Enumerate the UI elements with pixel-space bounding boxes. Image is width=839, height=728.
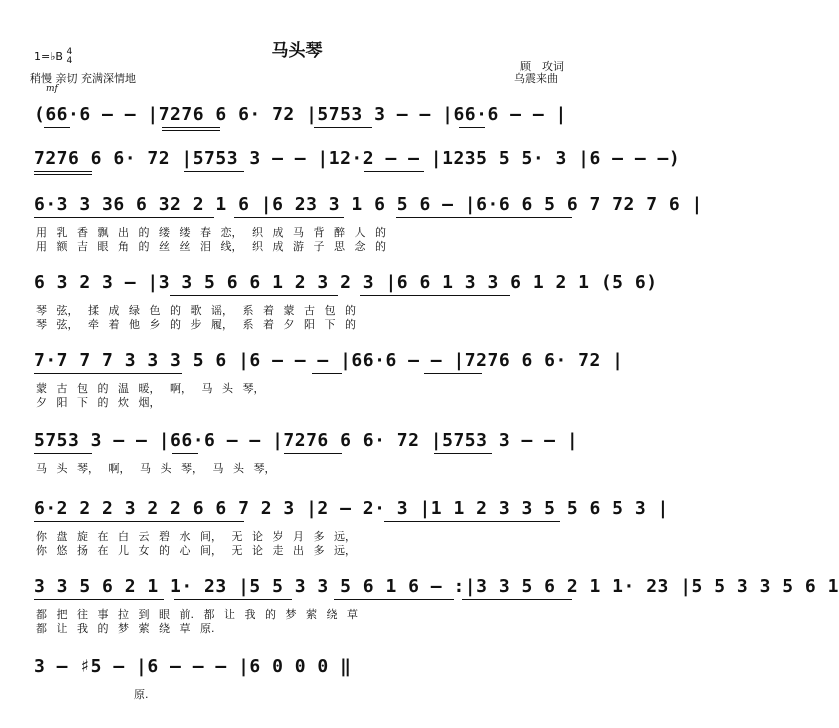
lyrics-verse-1: 都 把 往 事 拉 到 眼 前. 都 让 我 的 梦 萦 绕 草 xyxy=(36,608,358,621)
beam xyxy=(162,130,220,131)
beam xyxy=(396,217,572,218)
beam xyxy=(364,171,424,172)
score-row-6 xyxy=(34,430,579,476)
beam xyxy=(360,295,510,296)
notation-line: 7276 6 6· 72 |5753 3 — — |12·2 — — |1235 5 5· 3 |6 — — —) xyxy=(34,148,681,169)
score-row-4 xyxy=(34,272,658,332)
beam xyxy=(44,127,70,128)
song-title: 马头琴 xyxy=(271,41,323,61)
notation-line: 6·2 2 2 3 2 2 6 6 7 2 3 |2 — 2· 3 |1 1 2 3 3 5 5 6 5 3 | xyxy=(34,498,669,519)
score-row-1 xyxy=(34,104,576,140)
time-signature: 4 4 xyxy=(66,47,73,66)
lyrics-verse-1: 原. xyxy=(134,688,149,701)
beam xyxy=(34,217,214,218)
beam xyxy=(34,521,244,522)
lyrics-verse-1: 马 头 琴， 啊， 马 头 琴， 马 头 琴， xyxy=(36,462,276,475)
score-row-9 xyxy=(34,656,352,706)
beam xyxy=(170,295,338,296)
lyrics-verse-2: 都 让 我 的 梦 萦 绕 草 原. xyxy=(36,622,215,635)
score-row-8 xyxy=(34,576,839,636)
notation-line: (66·6 — — |7276 6 6· 72 |5753 3 — — |66·6 — — | xyxy=(34,104,567,125)
beam xyxy=(459,127,485,128)
beam xyxy=(34,453,92,454)
notation-line: 3 — ♯5 — |6 — — — |6 0 0 0 ‖ xyxy=(34,656,352,677)
score-row-5 xyxy=(34,350,624,410)
notation-line: 5753 3 — — |66·6 — — |7276 6 6· 72 |5753 3 — — | xyxy=(34,430,579,451)
beam xyxy=(162,127,220,128)
beam xyxy=(312,373,342,374)
beam xyxy=(284,453,342,454)
beam xyxy=(234,217,344,218)
beam xyxy=(384,521,560,522)
beam xyxy=(434,453,492,454)
notation-line: 6 3 2 3 — |3 3 5 6 6 1 2 3 2 3 |6 6 1 3 3 6 1 2 1 (5 6) xyxy=(34,272,658,293)
notation-line: 7·7 7 7 3 3 3 5 6 |6 — — — |66·6 — — |7276 6 6· 72 | xyxy=(34,350,624,371)
score-row-2 xyxy=(34,148,681,184)
score-row-3 xyxy=(34,194,703,254)
lyrics-verse-1: 用 乳 香 飘 出 的 缕 缕 春 恋， 织 成 马 背 醉 人 的 xyxy=(36,226,386,239)
beam xyxy=(314,127,372,128)
dynamic-marking: mf xyxy=(46,84,58,94)
lyrics-verse-1: 琴 弦， 揉 成 绿 色 的 歌 谣， 系 着 蒙 古 包 的 xyxy=(36,304,356,317)
lyrics-verse-2: 琴 弦， 牵 着 他 乡 的 步 履， 系 着 夕 阳 下 的 xyxy=(36,318,356,331)
key-label: 1=♭B xyxy=(34,50,63,63)
lyrics-verse-1: 蒙 古 包 的 温 暖， 啊， 马 头 琴， xyxy=(36,382,265,395)
beam xyxy=(34,373,182,374)
lyrics-verse-2: 夕 阳 下 的 炊 烟， xyxy=(36,396,161,409)
beam xyxy=(174,599,292,600)
beam xyxy=(172,453,198,454)
beam xyxy=(34,171,92,172)
beam xyxy=(34,174,92,175)
score-row-7 xyxy=(34,498,669,558)
beam xyxy=(334,599,454,600)
lyricist-credit: 顾 攻词 xyxy=(520,60,564,73)
lyrics-verse-1: 你 盘 旋 在 白 云 碧 水 间， 无 论 岁 月 多 远， xyxy=(36,530,356,543)
composer-credit: 乌震来曲 xyxy=(514,72,558,85)
notation-line: 3 3 5 6 2 1 1· 23 |5 5 3 3 5 6 1 6 — :|3 3 5 6 2 1 1· 23 |5 5 3 3 5 6 1 xyxy=(34,576,839,597)
beam xyxy=(184,171,244,172)
beam xyxy=(424,373,482,374)
tempo-marking: 稍慢 亲切 充满深情地 xyxy=(30,72,136,85)
lyrics-verse-2: 用 额 吉 眼 角 的 丝 丝 泪 线， 织 成 游 子 思 念 的 xyxy=(36,240,386,253)
key-signature xyxy=(34,48,72,66)
beam xyxy=(462,599,572,600)
beam xyxy=(34,599,164,600)
lyrics-verse-2: 你 悠 扬 在 儿 女 的 心 间， 无 论 走 出 多 远， xyxy=(36,544,356,557)
notation-line: 6·3 3 36 6 32 2 1 6 |6 23 3 1 6 5 6 — |6·6 6 5 6 7 72 7 6 | xyxy=(34,194,703,215)
